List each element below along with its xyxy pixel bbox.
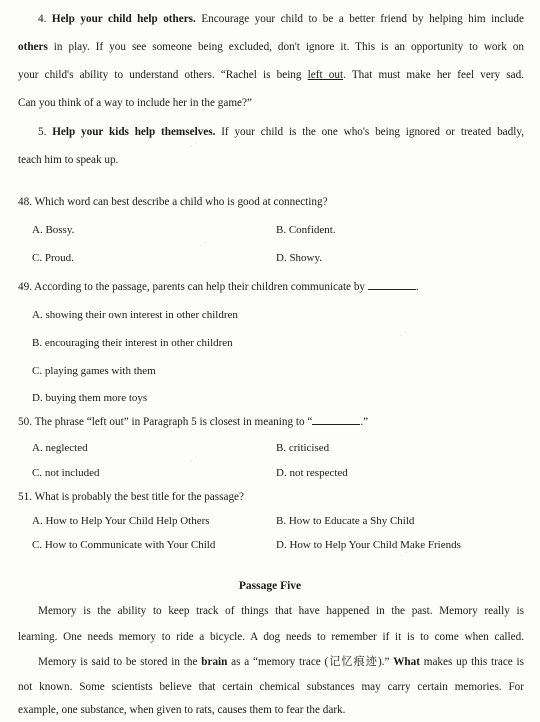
question-49-stem: 49. According to the passage, parents can help their children communicate by .	[18, 281, 419, 293]
paragraph-4-heading: Help your child help others.	[51, 13, 196, 25]
passage-five-title: Passage Five	[238, 580, 302, 592]
q50-option-c: C. not included	[32, 467, 100, 479]
q49-option-b: B. encouraging their interest in other children	[32, 337, 233, 349]
passage-five-p2-line-3: example, one substance, when given to rats, causes them to fear the dark.	[18, 704, 346, 716]
q50-option-b: B. criticised	[276, 442, 330, 454]
watermark: · ·	[187, 138, 201, 152]
paragraph-4-line-2: others in play. If you see someone being excluded, don't ignore it. This is an opportunity to work on	[18, 41, 524, 53]
q51-option-b: B. How to Educate a Shy Child	[276, 515, 415, 527]
q49-option-d: D. buying them more toys	[32, 392, 148, 404]
left-out-underlined: left out	[307, 69, 344, 81]
q51-option-c: C. How to Communicate with Your Child	[32, 539, 216, 551]
q48-option-a: A. Bossy.	[32, 224, 75, 236]
paragraph-4-line-1: 4. Help your child help others. Encourage your child to be a better friend by helping him include	[38, 13, 524, 25]
paragraph-5-line-1: 5. Help your kids help themselves. If your child is the one who's being ignored or treated badly,	[38, 126, 525, 138]
paragraph-4-line-4: Can you think of a way to include her in the game?”	[18, 97, 252, 109]
watermark: · ·	[397, 548, 411, 562]
question-51-stem: 51. What is probably the best title for the passage?	[18, 491, 244, 503]
q49-option-a: A. showing their own interest in other children	[32, 309, 238, 321]
watermark: · ·	[187, 453, 201, 467]
passage-five-p1-line-1: Memory is the ability to keep track of things that have happened in the past. Memory really is	[38, 605, 524, 617]
passage-five-p2-line-1: Memory is said to be stored in the brain as a “memory trace (记忆痕迹).” What makes up this trace is	[38, 656, 525, 668]
passage-five-p1-line-2: learning. One needs memory to ride a bicycle. A dog needs to remember if it is to come when called.	[18, 631, 524, 643]
watermark: · ·	[397, 328, 411, 342]
q50-option-d: D. not respected	[276, 467, 348, 479]
answer-blank	[368, 280, 416, 290]
watermark: · ·	[197, 238, 211, 252]
passage-five-p2-line-2: not known. Some scientists believe that certain chemical substances may carry certain memories. For	[18, 681, 524, 693]
q48-option-c: C. Proud.	[32, 252, 74, 264]
paragraph-5-line-2: teach him to speak up.	[18, 154, 119, 166]
answer-blank	[312, 415, 360, 425]
question-48-stem: 48. Which word can best describe a child who is good at connecting?	[18, 196, 328, 208]
q49-option-c: C. playing games with them	[32, 365, 156, 377]
paragraph-5-heading: Help your kids help themselves.	[52, 126, 216, 138]
q50-option-a: A. neglected	[32, 442, 88, 454]
q51-option-d: D. How to Help Your Child Make Friends	[276, 539, 461, 551]
question-50-stem: 50. The phrase “left out” in Paragraph 5 is closest in meaning to “ .”	[18, 416, 369, 428]
q48-option-d: D. Showy.	[276, 252, 323, 264]
q51-option-a: A. How to Help Your Child Help Others	[32, 515, 210, 527]
paragraph-4-line-3: your child's ability to understand others. “Rachel is being left out. That must make her feel very sad.	[18, 69, 524, 81]
q48-option-b: B. Confident.	[276, 224, 336, 236]
